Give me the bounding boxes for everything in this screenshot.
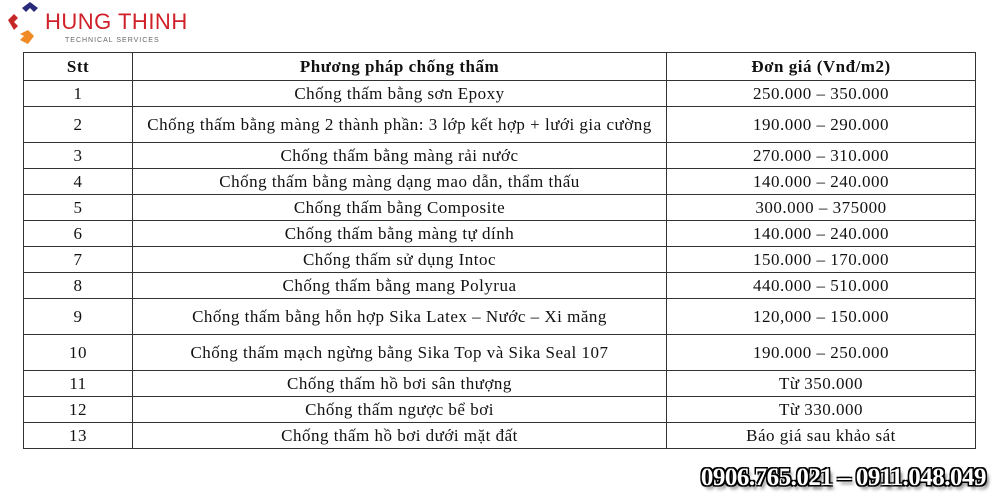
table-row <box>24 81 976 107</box>
stt-cell: 1 <box>24 81 133 107</box>
stt-cell: 4 <box>24 169 133 195</box>
method-cell: Chống thấm bằng hỗn hợp Sika Latex – Nước – Xi măng <box>133 299 667 335</box>
stt-cell: 12 <box>24 397 133 423</box>
table-row <box>24 143 976 169</box>
logo <box>0 0 188 48</box>
table-row <box>24 423 976 449</box>
table-row <box>24 247 976 273</box>
method-cell: Chống thấm bằng màng dạng mao dẫn, thẩm thấu <box>133 169 667 195</box>
stt-cell: 13 <box>24 423 133 449</box>
stt-cell: 10 <box>24 335 133 371</box>
price-cell: 270.000 – 310.000 <box>667 143 976 169</box>
method-cell: Chống thấm hồ bơi dưới mặt đất <box>133 423 667 449</box>
price-table <box>23 52 976 449</box>
header-price: Đơn giá (Vnđ/m2) <box>667 53 976 81</box>
method-cell: Chống thấm bằng màng tự dính <box>133 221 667 247</box>
method-cell: Chống thấm bằng sơn Epoxy <box>133 81 667 107</box>
price-cell: Từ 330.000 <box>667 397 976 423</box>
price-cell: 190.000 – 290.000 <box>667 107 976 143</box>
method-cell: Chống thấm ngược bể bơi <box>133 397 667 423</box>
price-cell: 300.000 – 375000 <box>667 195 976 221</box>
stt-cell: 2 <box>24 107 133 143</box>
method-cell: Chống thấm bằng mang Polyrua <box>133 273 667 299</box>
stt-cell: 3 <box>24 143 133 169</box>
stt-cell: 8 <box>24 273 133 299</box>
phone-numbers: 0906.765.021 – 0911.048.049 <box>700 464 986 491</box>
stt-cell: 11 <box>24 371 133 397</box>
table-header <box>24 53 976 81</box>
stt-cell: 9 <box>24 299 133 335</box>
price-cell: 150.000 – 170.000 <box>667 247 976 273</box>
method-cell: Chống thấm hồ bơi sân thượng <box>133 371 667 397</box>
table-row <box>24 397 976 423</box>
logo-name: HUNG THINH <box>45 9 188 34</box>
method-cell: Chống thấm bằng Composite <box>133 195 667 221</box>
method-cell: Chống thấm mạch ngừng bằng Sika Top và Sika Seal 107 <box>133 335 667 371</box>
method-cell: Chống thấm sử dụng Intoc <box>133 247 667 273</box>
table-row <box>24 299 976 335</box>
header-method: Phương pháp chống thấm <box>133 53 667 81</box>
method-cell: Chống thấm bằng màng 2 thành phần: 3 lớp kết hợp + lưới gia cường <box>133 107 667 143</box>
table-row <box>24 169 976 195</box>
price-cell: 250.000 – 350.000 <box>667 81 976 107</box>
table-row <box>24 273 976 299</box>
price-cell: 190.000 – 250.000 <box>667 335 976 371</box>
stt-cell: 5 <box>24 195 133 221</box>
table-row <box>24 335 976 371</box>
price-cell: 440.000 – 510.000 <box>667 273 976 299</box>
stt-cell: 7 <box>24 247 133 273</box>
table-row <box>24 221 976 247</box>
price-cell: Từ 350.000 <box>667 371 976 397</box>
logo-tagline: TECHNICAL SERVICES <box>65 37 160 44</box>
header-stt: Stt <box>24 53 133 81</box>
price-cell: 120,000 – 150.000 <box>667 299 976 335</box>
stt-cell: 6 <box>24 221 133 247</box>
price-cell: 140.000 – 240.000 <box>667 169 976 195</box>
table-row <box>24 195 976 221</box>
method-cell: Chống thấm bằng màng rải nước <box>133 143 667 169</box>
price-cell: 140.000 – 240.000 <box>667 221 976 247</box>
table-row <box>24 371 976 397</box>
table-row <box>24 107 976 143</box>
price-cell: Báo giá sau khảo sát <box>667 423 976 449</box>
